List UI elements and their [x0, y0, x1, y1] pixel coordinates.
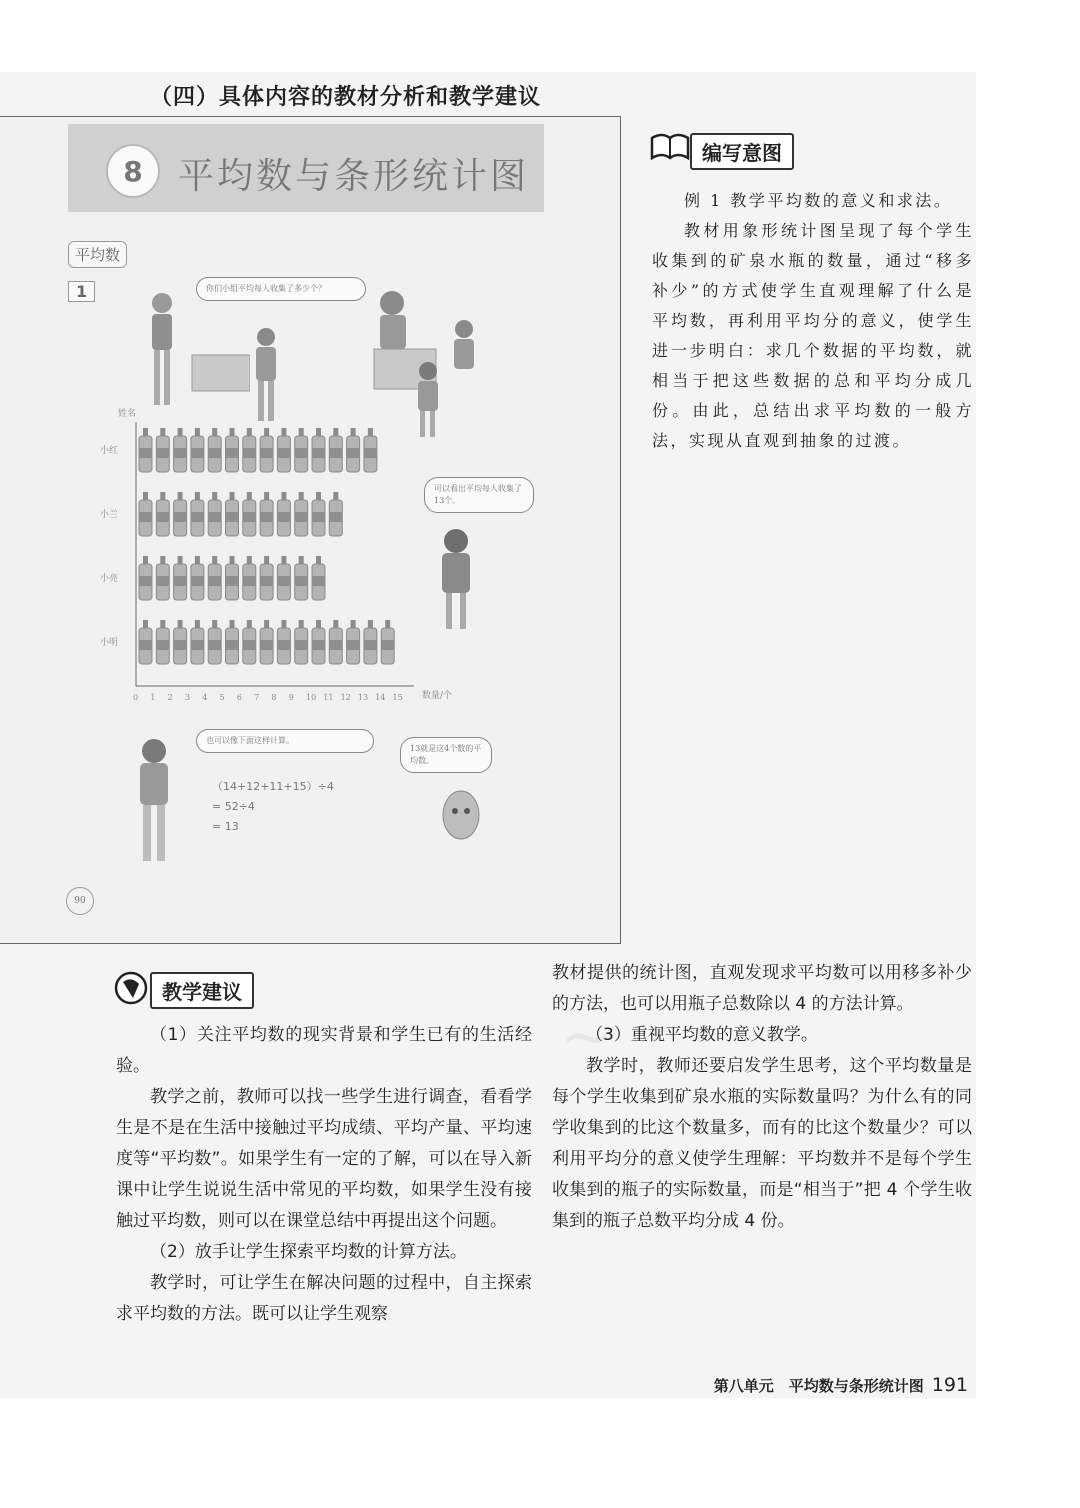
speech-bubble-mascot: 13就是这4个数的平均数。	[400, 737, 492, 773]
row-label: 小红	[100, 446, 119, 456]
boy-figure	[124, 737, 184, 867]
speech-bubble-average: 可以看出平均每人收集了13个。	[424, 477, 534, 513]
x-tick-label: 11	[323, 693, 334, 702]
bottle-mark	[364, 620, 377, 664]
x-tick-label: 14	[375, 693, 386, 702]
x-tick-label: 4	[202, 693, 208, 702]
bottle-mark	[208, 620, 221, 664]
bottle-mark	[139, 620, 152, 664]
bottle-mark	[243, 620, 256, 664]
bottle-mark	[260, 492, 273, 536]
speech-bubble-question: 你们小组平均每人收集了多少个？	[196, 277, 366, 301]
textbook-page-number: 90	[66, 887, 94, 915]
x-tick-label: 8	[271, 693, 277, 702]
bottle-mark	[312, 428, 325, 472]
x-tick-label: 13	[357, 693, 369, 702]
paragraph: 例 1 教学平均数的意义和求法。	[684, 191, 953, 210]
x-tick-label: 6	[236, 693, 242, 702]
page-footer	[714, 1374, 968, 1396]
bottle-mark	[260, 428, 273, 472]
bottle-mark	[329, 492, 342, 536]
bottle-mark	[174, 556, 187, 600]
teaching-heading: 教学建议	[150, 972, 254, 1009]
calculation	[212, 777, 334, 837]
bottle-mark	[243, 428, 256, 472]
unit-number-badge: 8	[106, 144, 160, 198]
paragraph: 教材提供的统计图，直观发现求平均数可以用移多补少的方法，也可以用瓶子总数除以 4 的方法计算。	[552, 963, 972, 1014]
bottle-mark	[243, 492, 256, 536]
paragraph: 教学时，可让学生在解决问题的过程中，自主探索求平均数的方法。既可以让学生观察	[116, 1273, 532, 1324]
bottle-mark	[208, 556, 221, 600]
bottle-pictograph-chart	[96, 402, 476, 712]
bottle-mark	[156, 620, 169, 664]
bottle-mark	[139, 556, 152, 600]
paragraph: 教学时，教师还要启发学生思考，这个平均数量是每个学生收集到矿泉水瓶的实际数量吗？为什么有的同学收集到的比这个数量多，而有的比这个数量少？可以利用平均分的意义使学生理解：平均数并不是每个学生收集到的瓶子的实际数量，而是“相当于”把 4 个学生收集到的瓶子总数平均分成 4 份。	[552, 1056, 972, 1231]
bottle-mark	[208, 492, 221, 536]
bottle-mark	[312, 620, 325, 664]
unit-title: 平均数与条形统计图	[178, 156, 530, 197]
calc-line: = 13	[212, 820, 239, 833]
bottle-mark	[174, 428, 187, 472]
bottle-mark	[381, 620, 394, 664]
row-label: 小兰	[100, 510, 119, 520]
open-book-icon	[650, 132, 690, 162]
x-tick-label: 9	[288, 693, 294, 702]
bottle-mark	[174, 620, 187, 664]
bottle-mark	[260, 556, 273, 600]
bottle-mark	[191, 556, 204, 600]
bottle-mark	[156, 556, 169, 600]
bottle-mark	[226, 620, 239, 664]
paragraph: （1）关注平均数的现实背景和学生已有的生活经验。	[116, 1025, 532, 1076]
bottle-mark	[312, 556, 325, 600]
bottle-mark	[139, 428, 152, 472]
paragraph: 教材用象形统计图呈现了每个学生收集到的矿泉水瓶的数量，通过“移多补少”的方式使学生直观理解了什么是平均数，再利用平均分的意义，使学生进一步明白：求几个数据的平均数，就相当于把这些数据的总和平均分成几份。由此，总结出求平均数的一般方法，实现从直观到抽象的过渡。	[652, 221, 974, 450]
topic-tag: 平均数	[68, 241, 127, 268]
y-axis-label: 姓名	[118, 409, 137, 419]
x-axis-label: 数量/个	[422, 691, 453, 701]
x-tick-label: 5	[219, 693, 225, 702]
bottle-mark	[191, 620, 204, 664]
bottle-mark	[347, 428, 360, 472]
teaching-right-column	[552, 958, 972, 1237]
bottle-mark	[174, 492, 187, 536]
x-tick-label: 1	[150, 693, 156, 702]
bottle-mark	[329, 428, 342, 472]
paragraph: （3）重视平均数的意义教学。	[586, 1025, 818, 1045]
bottle-mark	[243, 556, 256, 600]
bottle-mark	[295, 556, 308, 600]
bottle-mark	[295, 492, 308, 536]
speech-bubble-calc: 也可以像下面这样计算。	[196, 729, 374, 753]
row-label: 小亮	[100, 574, 119, 584]
writing-intent-body	[652, 186, 974, 456]
paragraph: （2）放手让学生探索平均数的计算方法。	[150, 1242, 467, 1262]
bottle-mark	[329, 620, 342, 664]
x-tick-label: 12	[340, 693, 351, 702]
teaching-left-column	[116, 1020, 532, 1330]
bottle-mark	[277, 492, 290, 536]
writing-intent-heading: 编写意图	[690, 133, 794, 170]
bottle-mark	[191, 492, 204, 536]
bottle-mark	[156, 428, 169, 472]
bottle-mark	[347, 620, 360, 664]
example-number: 1	[68, 281, 95, 302]
bottle-mark	[277, 556, 290, 600]
x-tick-label: 10	[306, 693, 317, 702]
bottle-mark	[277, 428, 290, 472]
textbook-unit-header	[68, 124, 544, 212]
x-tick-label: 15	[392, 693, 403, 702]
watermark: ~	[560, 1000, 614, 1074]
teaching-suggestion-icon	[113, 970, 149, 1006]
bottle-mark	[364, 428, 377, 472]
footer-unit-label: 第八单元 平均数与条形统计图	[713, 1377, 924, 1395]
row-label: 小明	[100, 638, 119, 648]
x-tick-label: 7	[254, 693, 260, 702]
bottle-mark	[208, 428, 221, 472]
bottle-mark	[226, 556, 239, 600]
calc-line: = 52÷4	[212, 800, 255, 813]
calc-line: （14+12+11+15）÷4	[212, 780, 334, 793]
mascot-figure	[436, 781, 486, 851]
bottle-mark	[295, 620, 308, 664]
paragraph: 教学之前，教师可以找一些学生进行调查，看看学生是不是在生活中接触过平均成绩、平均产量、平均速度等“平均数”。如果学生有一定的了解，可以在导入新课中让学生说说生活中常见的平均数，如果学生没有接触过平均数，则可以在课堂总结中再提出这个问题。	[116, 1087, 532, 1231]
x-tick-label: 3	[184, 693, 190, 702]
textbook-page	[0, 116, 621, 944]
bottle-mark	[156, 492, 169, 536]
bottle-mark	[277, 620, 290, 664]
x-tick-label: 2	[167, 693, 173, 702]
bottle-mark	[260, 620, 273, 664]
x-tick-label: 0	[133, 693, 139, 702]
bottle-mark	[312, 492, 325, 536]
footer-page-number: 191	[931, 1374, 968, 1396]
section-title: （四）具体内容的教材分析和教学建议	[150, 85, 542, 110]
bottle-mark	[191, 428, 204, 472]
bottle-mark	[226, 428, 239, 472]
bottle-mark	[295, 428, 308, 472]
bottle-mark	[139, 492, 152, 536]
bottle-mark	[226, 492, 239, 536]
